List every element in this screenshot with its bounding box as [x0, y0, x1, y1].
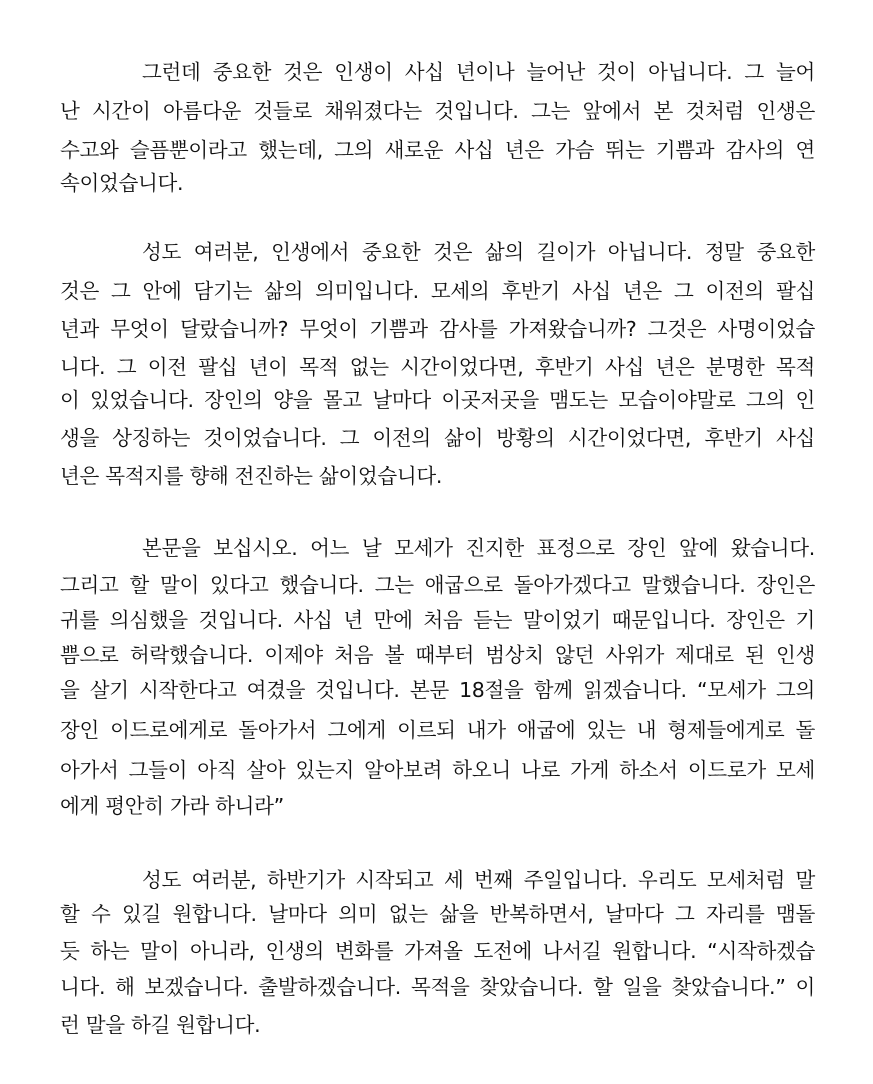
text-line: 니다. 해 보겠습니다. 출발하겠습니다. 목적을 찾았습니다. 할 일을 찾았습니다.” 이	[60, 975, 815, 999]
text-line: 속이었습니다.	[60, 171, 184, 195]
text-line: 수고와 슬픔뿐이라고 했는데, 그의 새로운 사십 년은 가슴 뛰는 기쁨과 감사의 연	[60, 138, 815, 162]
text-line: 을 살기 시작한다고 여겼을 것입니다. 본문 18절을 함께 읽겠습니다. “모세가 그의	[60, 678, 815, 702]
text-line: 성도 여러분, 인생에서 중요한 것은 삶의 길이가 아닙니다. 정말 중요한	[142, 240, 815, 264]
text-line: 생을 상징하는 것이었습니다. 그 이전의 삶이 방황의 시간이었다면, 후반기 사십	[60, 426, 815, 450]
text-line: 것은 그 안에 담기는 삶의 의미입니다. 모세의 후반기 사십 년은 그 이전의 팔십	[60, 279, 815, 303]
text-line: 년은 목적지를 향해 전진하는 삶이었습니다.	[60, 464, 443, 488]
text-line: 듯 하는 말이 아니라, 인생의 변화를 가져올 도전에 나서길 원합니다. “시작하겠습	[60, 939, 815, 963]
text-line: 그리고 할 말이 있다고 했습니다. 그는 애굽으로 돌아가겠다고 말했습니다. 장인은	[60, 573, 815, 597]
text-line: 그런데 중요한 것은 인생이 사십 년이나 늘어난 것이 아닙니다. 그 늘어	[142, 60, 815, 84]
text-line: 난 시간이 아름다운 것들로 채워졌다는 것입니다. 그는 앞에서 본 것처럼 인생은	[60, 99, 815, 123]
text-line: 아가서 그들이 아직 살아 있는지 알아보려 하오니 나로 가게 하소서 이드로가 모세	[60, 758, 815, 782]
text-line: 년과 무엇이 달랐습니까? 무엇이 기쁨과 감사를 가져왔습니까? 그것은 사명이었습	[60, 317, 815, 341]
text-line: 쁨으로 허락했습니다. 이제야 처음 볼 때부터 범상치 않던 사위가 제대로 된 인생	[60, 643, 815, 667]
text-line: 할 수 있길 원합니다. 날마다 의미 없는 삶을 반복하면서, 날마다 그 자리를 맴돌	[60, 902, 815, 926]
text-line: 에게 평안히 가라 하니라”	[60, 794, 284, 818]
text-line: 니다. 그 이전 팔십 년이 목적 없는 시간이었다면, 후반기 사십 년은 분명한 목적	[60, 355, 815, 379]
text-line: 귀를 의심했을 것입니다. 사십 년 만에 처음 듣는 말이었기 때문입니다. 장인은 기	[60, 608, 815, 632]
text-line: 성도 여러분, 하반기가 시작되고 세 번째 주일입니다. 우리도 모세처럼 말	[142, 868, 815, 892]
text-line: 장인 이드로에게로 돌아가서 그에게 이르되 내가 애굽에 있는 내 형제들에게로 돌	[60, 718, 815, 742]
text-line: 본문을 보십시오. 어느 날 모세가 진지한 표정으로 장인 앞에 왔습니다.	[142, 536, 815, 560]
text-line: 런 말을 하길 원합니다.	[60, 1013, 261, 1037]
text-line: 이 있었습니다. 장인의 양을 몰고 날마다 이곳저곳을 맴도는 모습이야말로 그의 인	[60, 388, 815, 412]
